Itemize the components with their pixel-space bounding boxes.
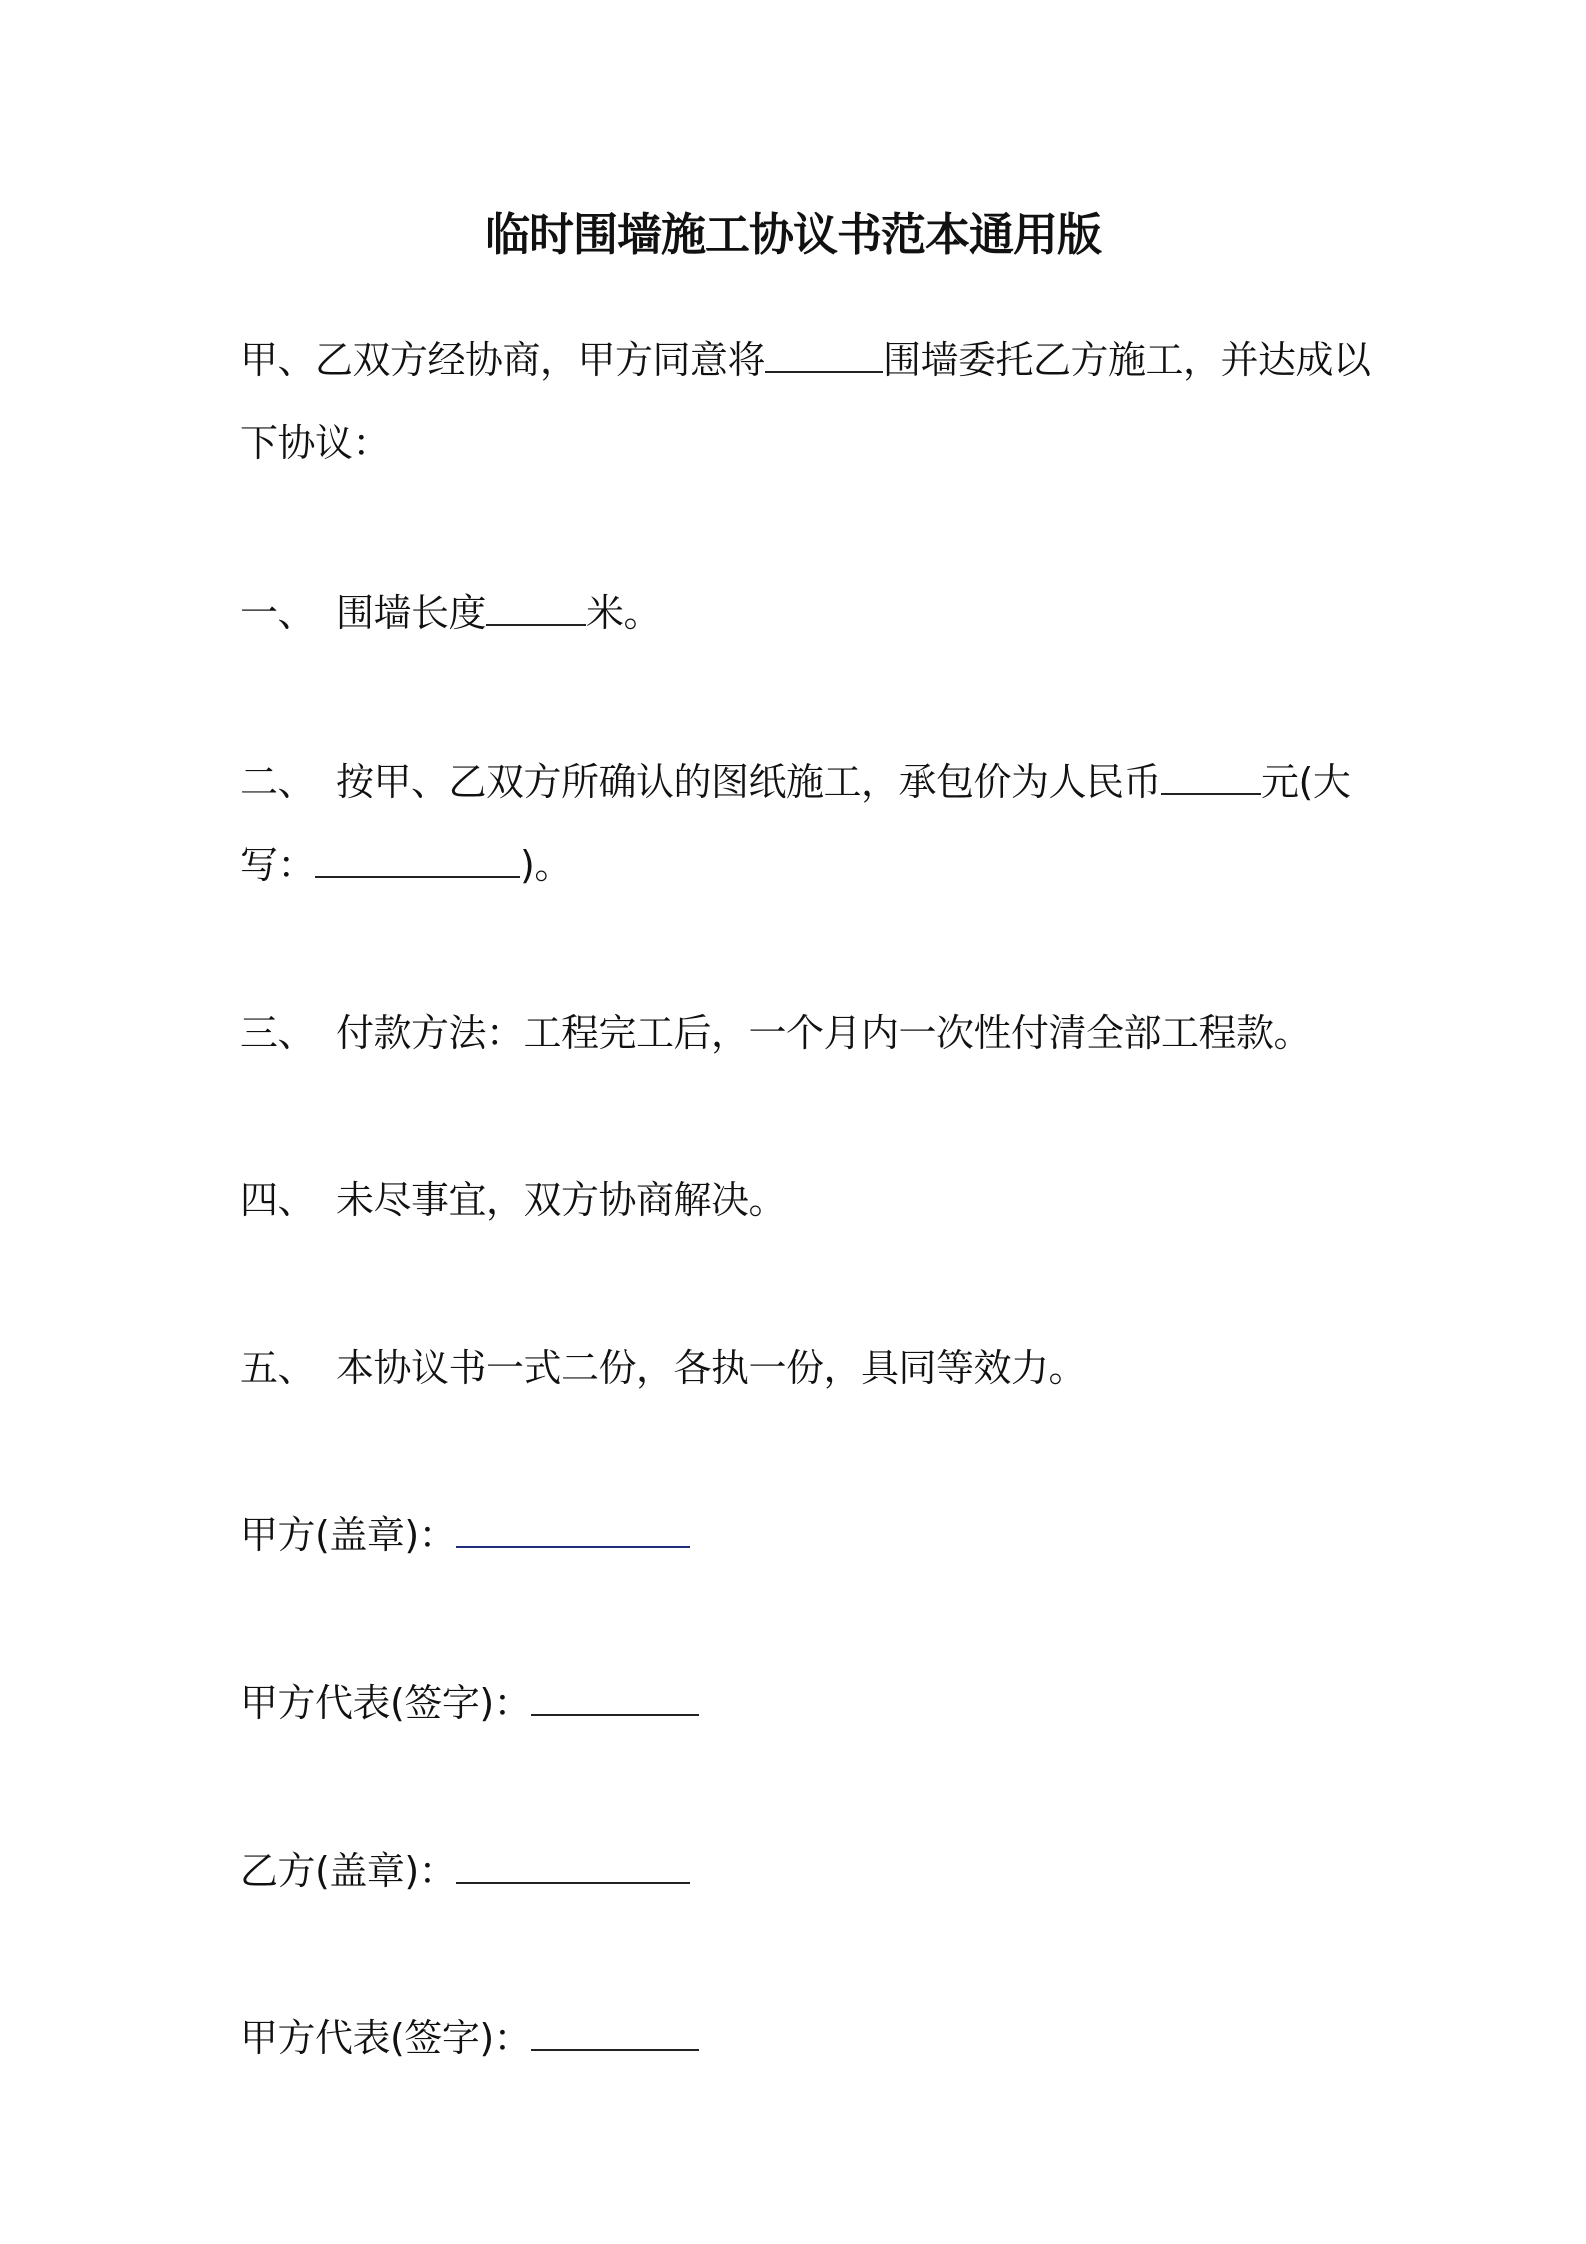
wall-name-blank[interactable] [765,337,883,373]
clause-text: 围墙长度 [336,591,487,635]
clause-2 [240,757,1350,807]
intro-text-3: 下协议： [240,421,391,465]
clause-number: 四、 [240,1178,316,1222]
signature-field[interactable] [456,1848,690,1884]
intro-line-2 [240,418,390,468]
clause-number: 一、 [240,591,316,635]
clause-text: 未尽事宜，双方协商解决。 [336,1178,787,1222]
contract-price-blank[interactable] [1161,759,1261,795]
clause-number: 五、 [240,1346,316,1390]
signature-field[interactable] [456,1512,690,1548]
signature-field[interactable] [531,1680,699,1716]
clause-text: 按甲、乙双方所确认的图纸施工，承包价为人民币 [336,760,1162,804]
signature-field[interactable] [531,2015,699,2051]
clause-4 [240,1175,786,1225]
clause-2-line-2 [240,840,572,890]
clause-number: 二、 [240,760,316,804]
signature-label: 甲方代表(签字)： [240,2016,532,2060]
clause-text: 元(大 [1261,760,1351,804]
clause-3 [240,1008,1311,1058]
signature-label: 甲方(盖章)： [240,1513,457,1557]
wall-length-blank[interactable] [486,590,586,626]
clause-number: 三、 [240,1011,316,1055]
intro-line-1 [240,335,1371,385]
clause-text: 付款方法：工程完工后，一个月内一次性付清全部工程款。 [336,1011,1312,1055]
price-in-words-blank[interactable] [315,842,520,878]
clause-text: )。 [520,843,572,887]
clause-1 [240,588,661,638]
clause-text: 米。 [586,591,662,635]
signature-party-a-seal [240,1510,690,1560]
signature-label: 乙方(盖章)： [240,1849,457,1893]
intro-text-1: 甲、乙双方经协商，甲方同意将 [240,338,766,382]
signature-party-a-rep-2 [240,2013,699,2063]
clause-text: 写： [240,843,316,887]
clause-text: 本协议书一式二份，各执一份，具同等效力。 [336,1346,1087,1390]
signature-label: 甲方代表(签字)： [240,1681,532,1725]
signature-party-b-seal [240,1846,690,1896]
signature-party-a-rep [240,1678,699,1728]
intro-text-2: 围墙委托乙方施工，并达成以 [883,338,1371,382]
clause-5 [240,1343,1086,1393]
document-title: 临时围墙施工协议书范本通用版 [484,208,1101,261]
